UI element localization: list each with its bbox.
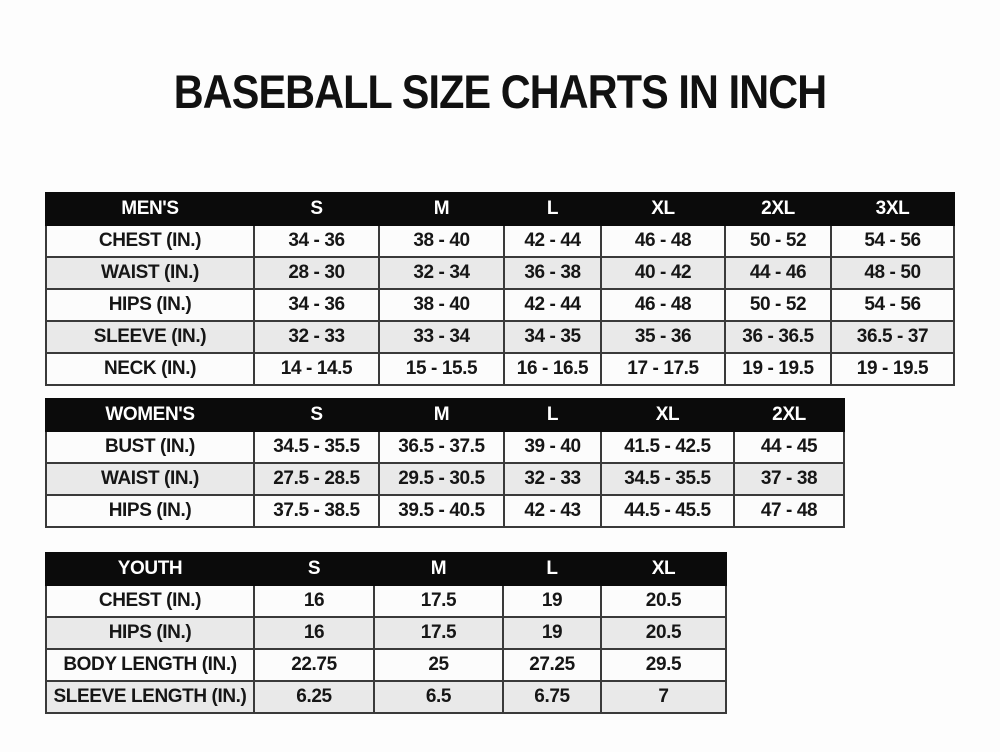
size-value-cell: 47 - 48 [734,495,844,527]
size-value-cell: 27.25 [503,649,601,681]
size-value-cell: 44 - 45 [734,431,844,463]
size-value-cell: 19 [503,617,601,649]
size-value-cell: 34 - 36 [254,289,379,321]
size-value-cell: 35 - 36 [601,321,725,353]
row-label: SLEEVE LENGTH (IN.) [46,681,254,713]
size-value-cell: 36.5 - 37.5 [379,431,504,463]
size-value-cell: 19 - 19.5 [725,353,831,385]
table-row [46,353,954,385]
size-value-cell: 40 - 42 [601,257,725,289]
mens-size-table [45,192,955,386]
table-row [46,495,844,527]
row-label: SLEEVE (IN.) [46,321,254,353]
size-value-cell: 16 [254,585,374,617]
size-value-cell: 19 [503,585,601,617]
table-row [46,289,954,321]
size-value-cell: 16 - 16.5 [504,353,601,385]
size-value-cell: 20.5 [601,585,726,617]
page-title: BASEBALL SIZE CHARTS IN INCH [173,65,827,118]
size-value-cell: 6.25 [254,681,374,713]
size-value-cell: 34 - 35 [504,321,601,353]
size-value-cell: 50 - 52 [725,225,831,257]
header-row [46,553,726,585]
column-header: L [504,193,601,225]
header-row [46,399,844,431]
size-value-cell: 17 - 17.5 [601,353,725,385]
row-label: WAIST (IN.) [46,257,254,289]
size-value-cell: 39 - 40 [504,431,601,463]
size-value-cell: 44 - 46 [725,257,831,289]
column-header: 2XL [734,399,844,431]
size-value-cell: 20.5 [601,617,726,649]
size-value-cell: 36.5 - 37 [831,321,954,353]
table-row [46,617,726,649]
column-header: S [254,193,379,225]
size-value-cell: 54 - 56 [831,289,954,321]
size-value-cell: 7 [601,681,726,713]
size-value-cell: 32 - 34 [379,257,504,289]
column-header: XL [601,399,734,431]
size-value-cell: 17.5 [374,585,503,617]
size-value-cell: 34.5 - 35.5 [601,463,734,495]
size-value-cell: 22.75 [254,649,374,681]
table-row [46,463,844,495]
womens-size-table [45,398,845,528]
size-value-cell: 17.5 [374,617,503,649]
size-value-cell: 48 - 50 [831,257,954,289]
column-header: M [374,553,503,585]
size-value-cell: 19 - 19.5 [831,353,954,385]
table-row [46,431,844,463]
size-value-cell: 15 - 15.5 [379,353,504,385]
size-value-cell: 32 - 33 [254,321,379,353]
size-value-cell: 37.5 - 38.5 [254,495,379,527]
size-value-cell: 41.5 - 42.5 [601,431,734,463]
column-header: 2XL [725,193,831,225]
column-header: M [379,399,504,431]
table-title-cell: YOUTH [46,553,254,585]
size-value-cell: 25 [374,649,503,681]
table-row [46,585,726,617]
size-value-cell: 54 - 56 [831,225,954,257]
size-value-cell: 14 - 14.5 [254,353,379,385]
row-label: CHEST (IN.) [46,585,254,617]
header-row [46,193,954,225]
size-value-cell: 37 - 38 [734,463,844,495]
size-value-cell: 28 - 30 [254,257,379,289]
row-label: WAIST (IN.) [46,463,254,495]
column-header: M [379,193,504,225]
size-value-cell: 29.5 [601,649,726,681]
row-label: NECK (IN.) [46,353,254,385]
table-row [46,257,954,289]
row-label: BUST (IN.) [46,431,254,463]
size-value-cell: 27.5 - 28.5 [254,463,379,495]
table-title-cell: MEN'S [46,193,254,225]
size-value-cell: 42 - 43 [504,495,601,527]
table-row [46,681,726,713]
row-label: HIPS (IN.) [46,289,254,321]
size-value-cell: 34.5 - 35.5 [254,431,379,463]
size-value-cell: 38 - 40 [379,225,504,257]
womens-size-table-section [45,398,843,528]
column-header: L [503,553,601,585]
size-value-cell: 42 - 44 [504,225,601,257]
size-value-cell: 32 - 33 [504,463,601,495]
column-header: XL [601,553,726,585]
size-value-cell: 44.5 - 45.5 [601,495,734,527]
size-value-cell: 6.5 [374,681,503,713]
row-label: HIPS (IN.) [46,617,254,649]
size-value-cell: 16 [254,617,374,649]
youth-size-table-section [45,552,725,714]
size-value-cell: 29.5 - 30.5 [379,463,504,495]
size-value-cell: 36 - 36.5 [725,321,831,353]
row-label: CHEST (IN.) [46,225,254,257]
size-value-cell: 46 - 48 [601,289,725,321]
table-row [46,649,726,681]
column-header: L [504,399,601,431]
column-header: 3XL [831,193,954,225]
size-value-cell: 36 - 38 [504,257,601,289]
row-label: HIPS (IN.) [46,495,254,527]
column-header: S [254,399,379,431]
size-value-cell: 50 - 52 [725,289,831,321]
size-value-cell: 34 - 36 [254,225,379,257]
table-row [46,225,954,257]
mens-size-table-section [45,192,953,386]
size-value-cell: 38 - 40 [379,289,504,321]
row-label: BODY LENGTH (IN.) [46,649,254,681]
youth-size-table [45,552,727,714]
column-header: S [254,553,374,585]
column-header: XL [601,193,725,225]
size-value-cell: 39.5 - 40.5 [379,495,504,527]
size-value-cell: 46 - 48 [601,225,725,257]
size-value-cell: 33 - 34 [379,321,504,353]
table-title-cell: WOMEN'S [46,399,254,431]
table-row [46,321,954,353]
size-value-cell: 42 - 44 [504,289,601,321]
size-value-cell: 6.75 [503,681,601,713]
